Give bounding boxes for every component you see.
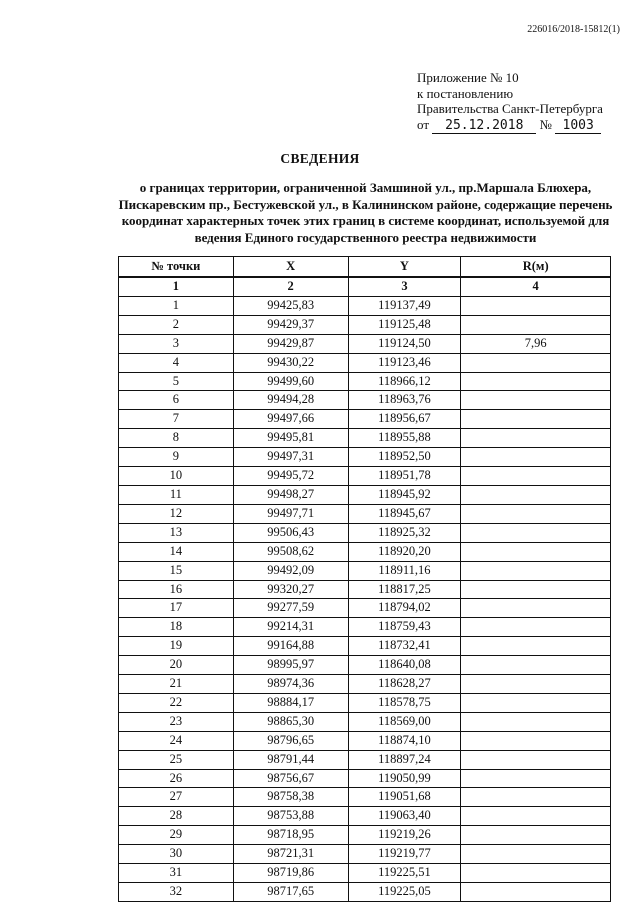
table-row xyxy=(119,693,611,712)
table-row xyxy=(119,618,611,637)
x-cell: 98758,38 xyxy=(233,788,348,807)
y-cell: 118966,12 xyxy=(348,372,461,391)
point-number-cell: 10 xyxy=(119,467,234,486)
table-header-row xyxy=(119,257,611,278)
r-cell xyxy=(461,542,611,561)
document-id: 226016/2018-15812(1) xyxy=(527,24,620,35)
table-row xyxy=(119,769,611,788)
table-row xyxy=(119,580,611,599)
r-cell xyxy=(461,883,611,902)
point-number-cell: 12 xyxy=(119,504,234,523)
x-cell: 99214,31 xyxy=(233,618,348,637)
r-cell xyxy=(461,315,611,334)
point-number-cell: 24 xyxy=(119,731,234,750)
y-cell: 119219,77 xyxy=(348,845,461,864)
number-label: № xyxy=(539,116,552,132)
r-cell xyxy=(461,296,611,315)
point-number-cell: 26 xyxy=(119,769,234,788)
x-cell: 99497,71 xyxy=(233,504,348,523)
x-cell: 99498,27 xyxy=(233,485,348,504)
r-cell xyxy=(461,580,611,599)
x-cell: 99429,37 xyxy=(233,315,348,334)
resolution-number: 1003 xyxy=(555,119,601,134)
r-cell xyxy=(461,731,611,750)
y-cell: 118628,27 xyxy=(348,675,461,694)
x-cell: 98791,44 xyxy=(233,750,348,769)
r-cell xyxy=(461,353,611,372)
r-cell xyxy=(461,864,611,883)
x-cell: 98718,95 xyxy=(233,826,348,845)
r-cell xyxy=(461,504,611,523)
point-number-cell: 32 xyxy=(119,883,234,902)
appendix-line-2: к постановлению xyxy=(417,85,514,101)
table-row xyxy=(119,807,611,826)
x-cell: 99494,28 xyxy=(233,391,348,410)
table-row xyxy=(119,637,611,656)
r-cell xyxy=(461,675,611,694)
point-number-cell: 1 xyxy=(119,296,234,315)
y-cell: 118955,88 xyxy=(348,429,461,448)
point-number-cell: 29 xyxy=(119,826,234,845)
y-cell: 118569,00 xyxy=(348,712,461,731)
table-row xyxy=(119,410,611,429)
y-cell: 118794,02 xyxy=(348,599,461,618)
table-row xyxy=(119,485,611,504)
point-number-cell: 6 xyxy=(119,391,234,410)
y-cell: 118945,67 xyxy=(348,504,461,523)
x-cell: 99277,59 xyxy=(233,599,348,618)
table-row xyxy=(119,712,611,731)
r-cell xyxy=(461,410,611,429)
table-row xyxy=(119,542,611,561)
point-number-cell: 22 xyxy=(119,693,234,712)
point-number-cell: 30 xyxy=(119,845,234,864)
point-number-cell: 27 xyxy=(119,788,234,807)
y-cell: 118911,16 xyxy=(348,561,461,580)
r-cell xyxy=(461,656,611,675)
y-cell: 119124,50 xyxy=(348,334,461,353)
appendix-date-line xyxy=(417,117,603,134)
y-cell: 118578,75 xyxy=(348,693,461,712)
header-r: R(м) xyxy=(461,257,611,278)
x-cell: 99495,72 xyxy=(233,467,348,486)
x-cell: 98721,31 xyxy=(233,845,348,864)
y-cell: 118732,41 xyxy=(348,637,461,656)
table-row xyxy=(119,675,611,694)
point-number-cell: 25 xyxy=(119,750,234,769)
y-cell: 119123,46 xyxy=(348,353,461,372)
table-row xyxy=(119,561,611,580)
y-cell: 119051,68 xyxy=(348,788,461,807)
x-cell: 99492,09 xyxy=(233,561,348,580)
r-cell xyxy=(461,693,611,712)
r-cell xyxy=(461,429,611,448)
y-cell: 119219,26 xyxy=(348,826,461,845)
point-number-cell: 23 xyxy=(119,712,234,731)
table-row xyxy=(119,429,611,448)
table-row xyxy=(119,599,611,618)
appendix-line-3: Правительства Санкт-Петербурга xyxy=(417,101,603,116)
col-number: 2 xyxy=(233,277,348,296)
y-cell: 118963,76 xyxy=(348,391,461,410)
r-cell xyxy=(461,788,611,807)
table-row xyxy=(119,467,611,486)
y-cell: 118925,32 xyxy=(348,523,461,542)
y-cell: 118945,92 xyxy=(348,485,461,504)
point-number-cell: 16 xyxy=(119,580,234,599)
point-number-cell: 13 xyxy=(119,523,234,542)
point-number-cell: 9 xyxy=(119,448,234,467)
x-cell: 99506,43 xyxy=(233,523,348,542)
point-number-cell: 20 xyxy=(119,656,234,675)
x-cell: 98719,86 xyxy=(233,864,348,883)
r-cell xyxy=(461,523,611,542)
y-cell: 119225,05 xyxy=(348,883,461,902)
r-cell xyxy=(461,391,611,410)
point-number-cell: 5 xyxy=(119,372,234,391)
y-cell: 118817,25 xyxy=(348,580,461,599)
x-cell: 98753,88 xyxy=(233,807,348,826)
y-cell: 119050,99 xyxy=(348,769,461,788)
table-row xyxy=(119,315,611,334)
table-row xyxy=(119,334,611,353)
point-number-cell: 28 xyxy=(119,807,234,826)
table-row xyxy=(119,883,611,902)
table-row xyxy=(119,372,611,391)
table-row xyxy=(119,826,611,845)
point-number-cell: 8 xyxy=(119,429,234,448)
resolution-date: 25.12.2018 xyxy=(432,119,536,134)
page-title: СВЕДЕНИЯ xyxy=(280,151,360,166)
point-number-cell: 31 xyxy=(119,864,234,883)
y-cell: 119063,40 xyxy=(348,807,461,826)
r-cell xyxy=(461,807,611,826)
r-cell xyxy=(461,372,611,391)
header-x: X xyxy=(233,257,348,278)
point-number-cell: 14 xyxy=(119,542,234,561)
r-cell xyxy=(461,750,611,769)
table-row xyxy=(119,296,611,315)
r-cell: 7,96 xyxy=(461,334,611,353)
column-numbers-row xyxy=(119,277,611,296)
x-cell: 99497,31 xyxy=(233,448,348,467)
x-cell: 99499,60 xyxy=(233,372,348,391)
point-number-cell: 17 xyxy=(119,599,234,618)
x-cell: 98796,65 xyxy=(233,731,348,750)
x-cell: 99495,81 xyxy=(233,429,348,448)
point-number-cell: 4 xyxy=(119,353,234,372)
col-number: 3 xyxy=(348,277,461,296)
r-cell xyxy=(461,769,611,788)
x-cell: 99508,62 xyxy=(233,542,348,561)
point-number-cell: 18 xyxy=(119,618,234,637)
appendix-header xyxy=(417,70,603,134)
x-cell: 99425,83 xyxy=(233,296,348,315)
table-row xyxy=(119,845,611,864)
point-number-cell: 2 xyxy=(119,315,234,334)
y-cell: 118956,67 xyxy=(348,410,461,429)
y-cell: 118640,08 xyxy=(348,656,461,675)
col-number: 1 xyxy=(119,277,234,296)
coordinates-table xyxy=(118,256,611,902)
r-cell xyxy=(461,845,611,864)
r-cell xyxy=(461,637,611,656)
table-row xyxy=(119,750,611,769)
y-cell: 118951,78 xyxy=(348,467,461,486)
point-number-cell: 21 xyxy=(119,675,234,694)
point-number-cell: 19 xyxy=(119,637,234,656)
y-cell: 118759,43 xyxy=(348,618,461,637)
y-cell: 118897,24 xyxy=(348,750,461,769)
y-cell: 118874,10 xyxy=(348,731,461,750)
col-number: 4 xyxy=(461,277,611,296)
header-y: Y xyxy=(348,257,461,278)
x-cell: 99320,27 xyxy=(233,580,348,599)
y-cell: 119125,48 xyxy=(348,315,461,334)
r-cell xyxy=(461,561,611,580)
x-cell: 99497,66 xyxy=(233,410,348,429)
r-cell xyxy=(461,448,611,467)
point-number-cell: 11 xyxy=(119,485,234,504)
r-cell xyxy=(461,467,611,486)
point-number-cell: 15 xyxy=(119,561,234,580)
r-cell xyxy=(461,485,611,504)
table-row xyxy=(119,656,611,675)
appendix-line-1: Приложение № 10 xyxy=(417,70,519,85)
x-cell: 99430,22 xyxy=(233,353,348,372)
x-cell: 98995,97 xyxy=(233,656,348,675)
table-row xyxy=(119,788,611,807)
point-number-cell: 7 xyxy=(119,410,234,429)
table-row xyxy=(119,353,611,372)
r-cell xyxy=(461,599,611,618)
x-cell: 99429,87 xyxy=(233,334,348,353)
x-cell: 98884,17 xyxy=(233,693,348,712)
y-cell: 119225,51 xyxy=(348,864,461,883)
table-row xyxy=(119,731,611,750)
y-cell: 119137,49 xyxy=(348,296,461,315)
table-row xyxy=(119,504,611,523)
x-cell: 99164,88 xyxy=(233,637,348,656)
r-cell xyxy=(461,826,611,845)
x-cell: 98717,65 xyxy=(233,883,348,902)
x-cell: 98865,30 xyxy=(233,712,348,731)
from-label: от xyxy=(417,116,430,132)
table-row xyxy=(119,448,611,467)
description: о границах территории, ограниченной Замшиной ул., пр.Маршала Блюхера, Пискаревским пр., Бестужевской ул., в Калининском районе, содержащие перечень координат характерных точек этих границ в системе координат, используемой для ведения Единого государственного реестра недвижимости xyxy=(118,180,613,245)
table-row xyxy=(119,864,611,883)
y-cell: 118952,50 xyxy=(348,448,461,467)
r-cell xyxy=(461,712,611,731)
x-cell: 98974,36 xyxy=(233,675,348,694)
x-cell: 98756,67 xyxy=(233,769,348,788)
y-cell: 118920,20 xyxy=(348,542,461,561)
header-point: № точки xyxy=(119,257,234,278)
r-cell xyxy=(461,618,611,637)
point-number-cell: 3 xyxy=(119,334,234,353)
table-row xyxy=(119,523,611,542)
table-row xyxy=(119,391,611,410)
